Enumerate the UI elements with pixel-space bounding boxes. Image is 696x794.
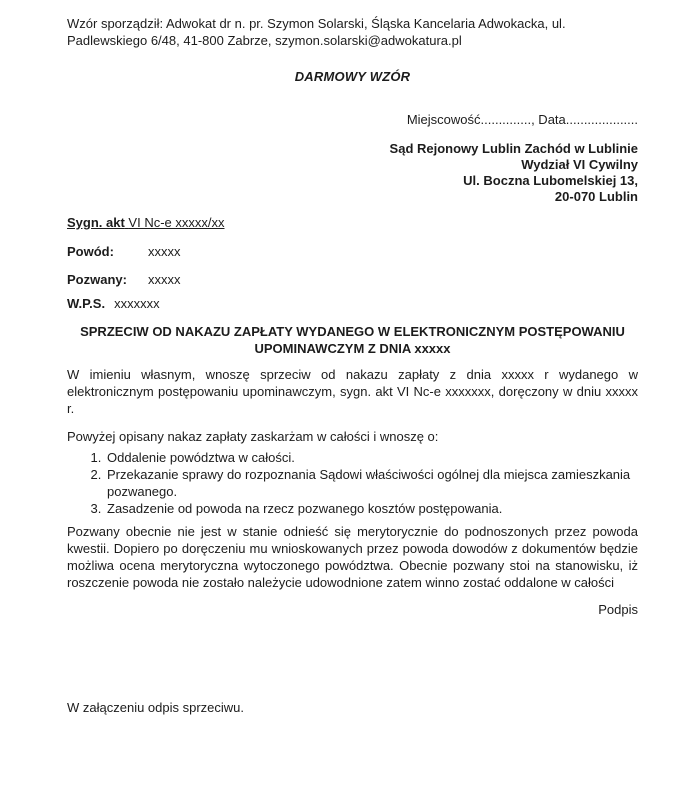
case-number-label: Sygn. akt (67, 215, 125, 230)
court-city: 20-070 Lublin (554, 189, 638, 204)
defendant-value: xxxxx (148, 272, 181, 287)
document-title: SPRZECIW OD NAKAZU ZAPŁATY WYDANEGO W ELEKTRONICZNYM POSTĘPOWANIU UPOMINAWCZYM Z DNIA xxxxx (80, 324, 625, 356)
motion-item-1: 1. Oddalenie powództwa w całości. (105, 449, 638, 466)
free-template-watermark: DARMOWY WZÓR (294, 69, 411, 84)
court-address-block (67, 141, 638, 205)
defendant-label: Pozwany: (67, 272, 127, 287)
court-name: Sąd Rejonowy Lublin Zachód w Lublinie (389, 141, 638, 156)
wps-value: xxxxxxx (114, 296, 160, 311)
request-paragraph: Powyżej opisany nakaz zapłaty zaskarżam w całości i wnoszę o: (67, 429, 439, 444)
plaintiff-row (67, 243, 638, 260)
plaintiff-label: Powód: (67, 244, 114, 259)
justification-paragraph: Pozwany obecnie nie jest w stanie odnieść się merytorycznie do podnoszonych przez powoda kwestii. Dopiero po doręczeniu mu wnioskowanych przez powoda dowodów z dokumentów będzie możliwa ocena merytoryczna wytoczonego powództwa. Obecnie pozwany stoi na stanowisku, iż roszczenie powoda nie zostało należycie udowodnione zatem winno zostać oddalone w całości (67, 524, 638, 590)
attachment-note: W załączeniu odpis sprzeciwu. (67, 700, 245, 715)
plaintiff-value: xxxxx (148, 244, 181, 259)
motion-item-2: 2. Przekazanie sprawy do rozpoznania Sądowi właściwości ogólnej dla miejsca zamieszkania pozwanego. (105, 466, 638, 500)
defendant-row (67, 271, 638, 288)
intro-paragraph: W imieniu własnym, wnoszę sprzeciw od nakazu zapłaty z dnia xxxxx r wydanego w elektronicznym postępowaniu upominawczym, sygn. akt VI Nc-e xxxxxxx, doręczony w dniu xxxxx r. (67, 367, 638, 416)
case-number-line (67, 214, 638, 231)
motions-list (67, 449, 638, 517)
court-street: Ul. Boczna Lubomelskiej 13, (463, 173, 638, 188)
case-number-value: VI Nc-e xxxxx/xx (128, 215, 225, 230)
motion-item-3: 3. Zasadzenie od powoda na rzecz pozwanego kosztów postępowania. (105, 500, 638, 517)
signature-label: Podpis (598, 602, 638, 617)
author-header: Wzór sporządził: Adwokat dr n. pr. Szymon Solarski, Śląska Kancelaria Adwokacka, ul. Padlewskiego 6/48, 41-800 Zabrze, szymon.solarski@adwokatura.pl (67, 16, 566, 48)
place-date-line: Miejscowość.............., Data.................... (406, 112, 638, 127)
wps-row (67, 295, 638, 312)
wps-label: W.P.S. (67, 296, 106, 311)
case-number-underline (67, 215, 225, 230)
court-division: Wydział VI Cywilny (521, 157, 638, 172)
